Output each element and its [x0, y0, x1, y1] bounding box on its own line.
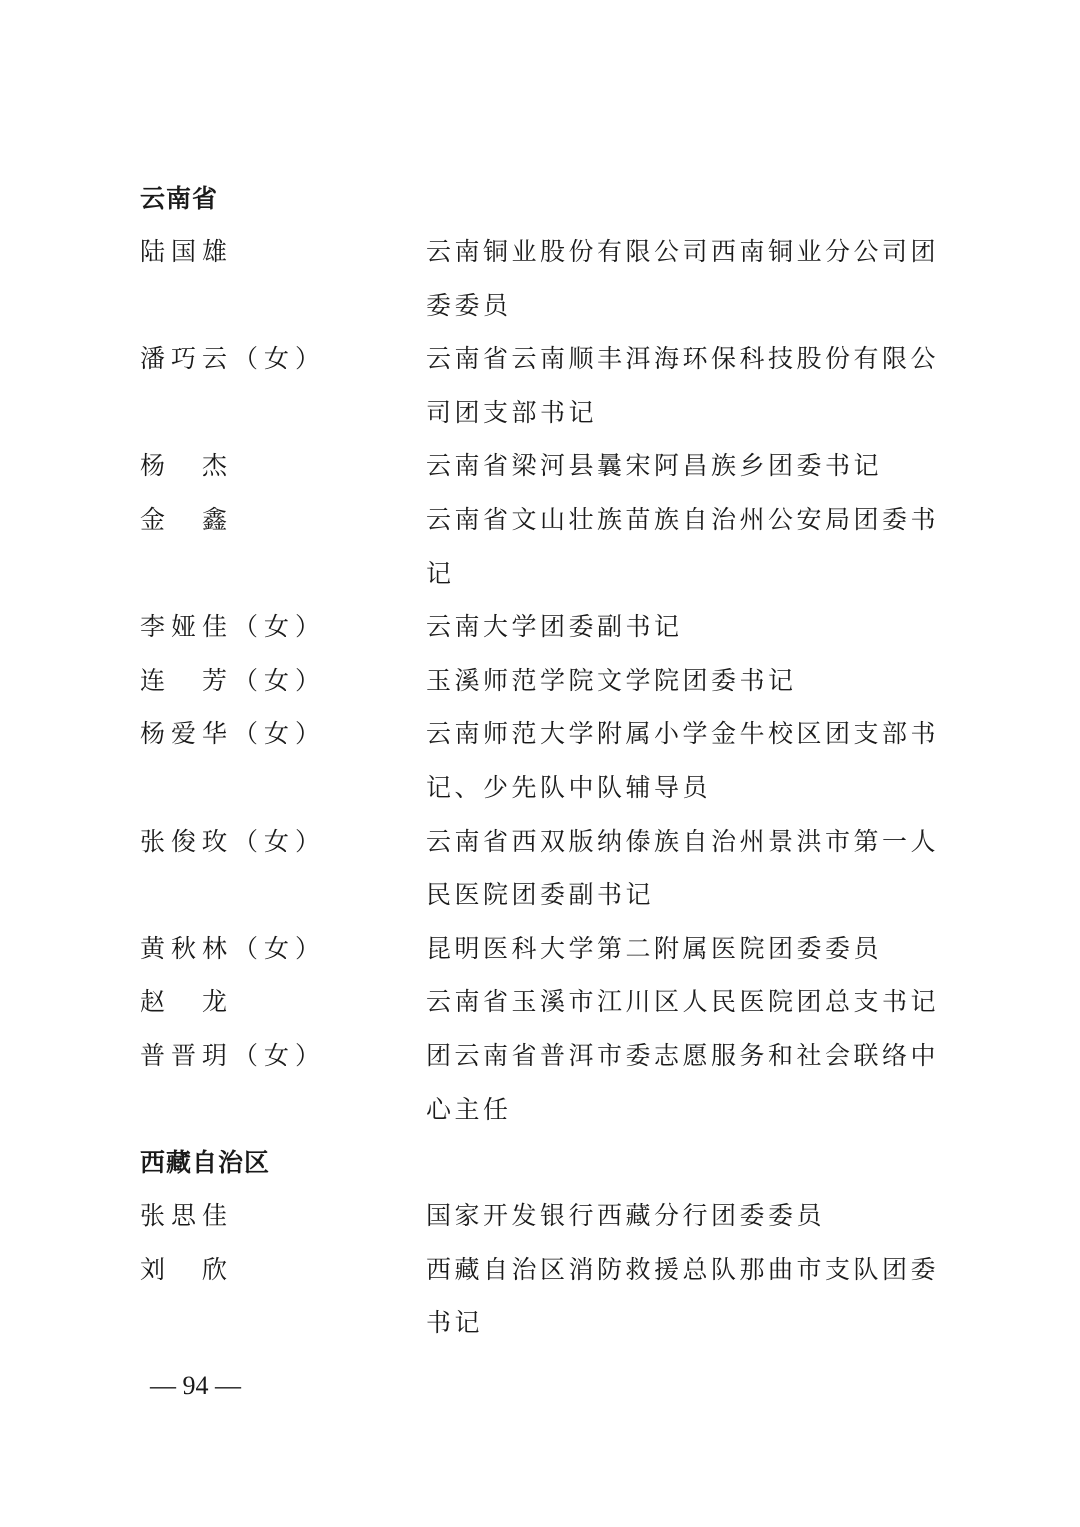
list-item [140, 493, 940, 600]
person-affiliation: 国家开发银行西藏分行团委委员 [426, 1201, 826, 1231]
list-item [140, 600, 940, 654]
section-tibet [140, 1136, 940, 1350]
person-name: 张俊玫（女） [140, 826, 327, 856]
list-item [140, 815, 940, 922]
person-affiliation: 云南大学团委副书记 [426, 612, 683, 642]
person-name: 杨 杰 [140, 451, 234, 481]
person-affiliation: 云南铜业股份有限公司西南铜业分公司团委委员 [426, 237, 940, 320]
person-affiliation: 西藏自治区消防救援总队那曲市支队团委书记 [426, 1254, 940, 1338]
person-name: 潘巧云（女） [140, 344, 327, 374]
section-yunnan [140, 172, 940, 1136]
person-affiliation: 团云南省普洱市委志愿服务和社会联络中心主任 [426, 1040, 940, 1124]
person-affiliation: 玉溪师范学院文学院团委书记 [426, 665, 797, 695]
section-title: 云南省 [140, 184, 219, 213]
person-name: 赵 龙 [140, 987, 234, 1017]
honor-list [140, 172, 940, 1350]
person-affiliation: 云南省玉溪市江川区人民医院团总支书记 [426, 987, 940, 1017]
list-item [140, 1243, 940, 1350]
person-affiliation: 云南省文山壮族苗族自治州公安局团委书记 [426, 504, 940, 588]
person-affiliation: 云南省西双版纳傣族自治州景洪市第一人民医院团委副书记 [426, 826, 940, 910]
person-affiliation: 云南师范大学附属小学金牛校区团支部书记、少先队中队辅导员 [426, 719, 940, 802]
person-name: 张思佳 [140, 1201, 234, 1231]
page-number: — 94 — [150, 1371, 241, 1400]
list-item [140, 439, 940, 493]
person-name: 陆国雄 [140, 237, 234, 266]
person-name: 连 芳（女） [140, 665, 327, 695]
person-name: 刘 欣 [140, 1254, 234, 1284]
person-name: 金 鑫 [140, 504, 234, 534]
list-item [140, 975, 940, 1029]
person-affiliation: 云南省云南顺丰洱海环保科技股份有限公司团支部书记 [426, 344, 940, 427]
list-item [140, 654, 940, 708]
person-name: 杨爱华（女） [140, 719, 327, 749]
list-item [140, 332, 940, 439]
section-title: 西藏自治区 [140, 1148, 271, 1178]
person-name: 普晋玥（女） [140, 1040, 327, 1070]
list-item [140, 922, 940, 976]
list-item [140, 1029, 940, 1136]
person-name: 李娅佳（女） [140, 612, 327, 642]
list-item [140, 1189, 940, 1243]
person-affiliation: 云南省梁河县曩宋阿昌族乡团委书记 [426, 451, 883, 481]
person-name: 黄秋林（女） [140, 933, 327, 963]
list-item [140, 225, 940, 332]
list-item [140, 707, 940, 814]
person-affiliation: 昆明医科大学第二附属医院团委委员 [426, 933, 883, 963]
